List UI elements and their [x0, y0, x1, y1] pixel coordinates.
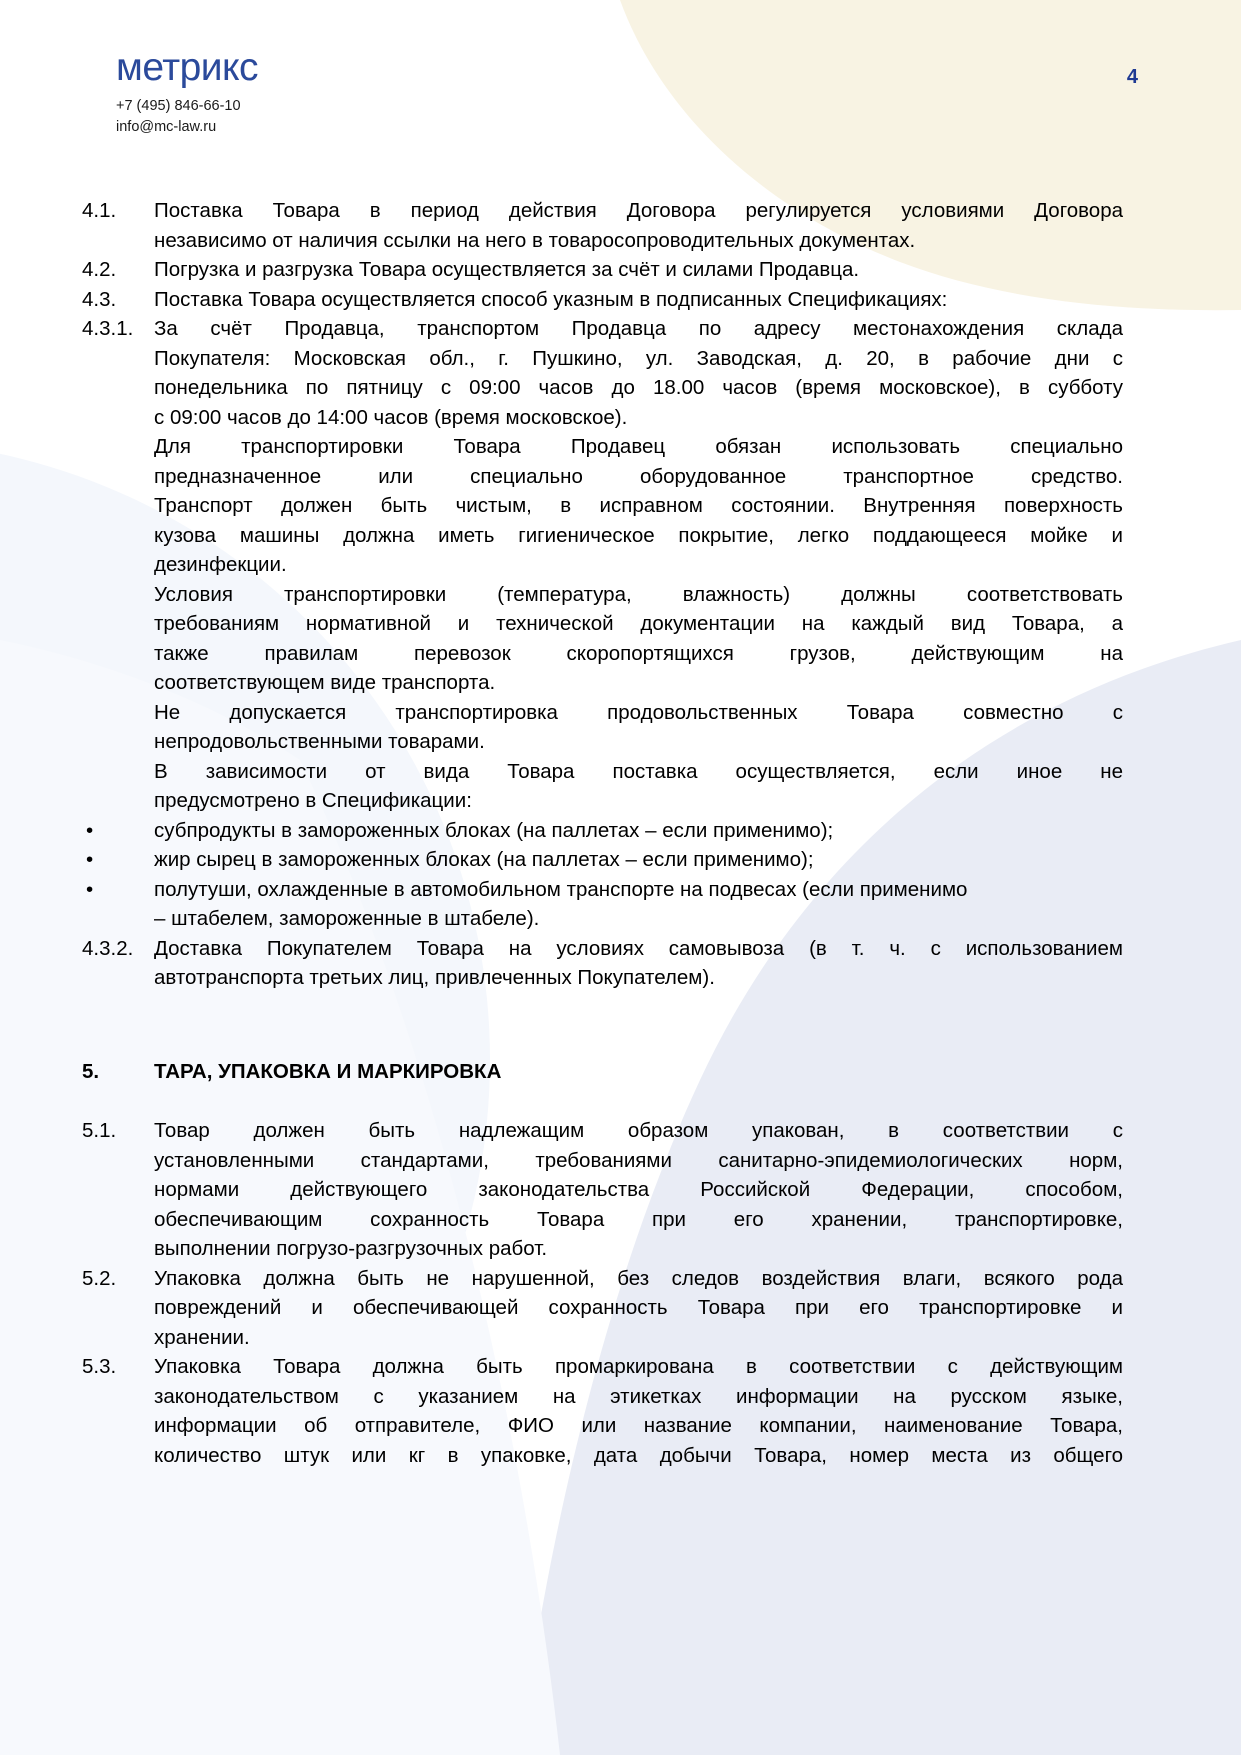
clause-line: Погрузка и разгрузка Товара осуществляется за счёт и силами Продавца. — [154, 258, 860, 281]
clause-text — [154, 255, 1123, 285]
clause-line: информации об отправителе, ФИО или название компании, наименование Товара, — [154, 1414, 1123, 1437]
section-title: ТАРА, УПАКОВКА И МАРКИРОВКА — [154, 1059, 502, 1083]
list-item-line: полутуши, охлажденные в автомобильном транспорте на подвесах (если применимо — [154, 877, 968, 901]
clause-text — [154, 314, 1123, 432]
clause-number: 4.2. — [82, 258, 117, 281]
clause-text — [154, 934, 1123, 993]
clause-line: автотранспорта третьих лиц, привлеченных Покупателем). — [154, 966, 715, 989]
clause-number: 4.3.1. — [82, 317, 134, 340]
clause-4-3-1 — [82, 314, 1123, 432]
section-heading-5 — [82, 1057, 1123, 1087]
page-header — [0, 0, 1241, 180]
clause-number: 5.3. — [82, 1355, 117, 1378]
section-number: 5. — [82, 1059, 100, 1083]
clause-number: 4.3.2. — [82, 936, 134, 960]
brand-block — [116, 48, 258, 138]
paragraph-line: соответствующем виде транспорта. — [154, 671, 496, 694]
clause-line: Поставка Товара в период действия Договора регулируется условиями Договора — [154, 199, 1123, 222]
bullet-icon: • — [86, 877, 94, 901]
paragraph-no-mixed-transport — [154, 698, 1123, 757]
paragraph-line: Для транспортировки Товара Продавец обязан использовать специально — [154, 435, 1123, 458]
email-address: info@mc-law.ru — [116, 119, 217, 136]
paragraph-line: предназначенное или специально оборудованное транспортное средство. — [154, 464, 1123, 488]
list-item-line: субпродукты в замороженных блоках (на паллетах – если применимо); — [154, 818, 834, 842]
clause-line: законодательством с указанием на этикетках информации на русском языке, — [154, 1384, 1123, 1408]
clause-line: количество штук или кг в упаковке, дата добычи Товара, номер места из общего — [154, 1443, 1123, 1467]
paragraph-line: кузова машины должна иметь гигиеническое покрытие, легко поддающееся мойке и — [154, 523, 1123, 547]
clause-number: 4.1. — [82, 199, 117, 222]
paragraph-delivery-by-goods-type — [154, 757, 1123, 816]
bullet-icon: • — [86, 818, 94, 842]
clause-text — [154, 1116, 1123, 1264]
list-item — [82, 816, 1123, 846]
clause-line: хранении. — [154, 1325, 250, 1349]
clause-line: установленными стандартами, требованиями санитарно-эпидемиологических норм, — [154, 1148, 1123, 1172]
clause-5-1 — [82, 1116, 1123, 1264]
paragraph-line: Не допускается транспортировка продовольственных Товара совместно с — [154, 700, 1123, 724]
clause-line: Упаковка должна быть не нарушенной, без следов воздействия влаги, всякого рода — [154, 1266, 1123, 1290]
paragraph-line: предусмотрено в Спецификации: — [154, 789, 472, 812]
clause-text — [154, 1264, 1123, 1353]
list-item-line: жир сырец в замороженных блоках (на паллетах – если применимо); — [154, 848, 814, 871]
paragraph-line: Транспорт должен быть чистым, в исправном состоянии. Внутренняя поверхность — [154, 494, 1123, 517]
paragraph-transport-requirements — [154, 432, 1123, 580]
clause-line: Товар должен быть надлежащим образом упакован, в соответствии с — [154, 1119, 1123, 1142]
clause-number: 4.3. — [82, 287, 117, 311]
paragraph-line: требованиям нормативной и технической документации на каждый вид Товара, а — [154, 612, 1123, 635]
clause-5-3 — [82, 1352, 1123, 1470]
list-item — [82, 875, 1123, 934]
clause-4-3-2 — [82, 934, 1123, 993]
paragraph-line: непродовольственными товарами. — [154, 730, 485, 753]
clause-line: Покупателя: Московская обл., г. Пушкино, ул. Заводская, д. 20, в рабочие дни с — [154, 346, 1123, 370]
clause-text — [154, 196, 1123, 255]
clause-line: Упаковка Товара должна быть промаркирована в соответствии с действующим — [154, 1355, 1123, 1378]
clause-line: понедельника по пятницу с 09:00 часов до 18.00 часов (время московское), в субботу — [154, 376, 1123, 399]
phone-number: +7 (495) 846-66-10 — [116, 98, 241, 114]
list-item-text — [154, 845, 1123, 875]
paragraph-line: Условия транспортировки (температура, влажность) должны соответствовать — [154, 582, 1123, 606]
clause-number: 5.2. — [82, 1266, 117, 1290]
company-logo-text: метрикс — [116, 46, 259, 89]
clause-line: Поставка Товара осуществляется способ указным в подписанных Спецификациях: — [154, 287, 948, 311]
clause-line: с 09:00 часов до 14:00 часов (время московское). — [154, 405, 628, 429]
bullet-icon: • — [86, 848, 94, 871]
clause-line: За счёт Продавца, транспортом Продавца по адресу местонахождения склада — [154, 317, 1123, 340]
contact-block — [116, 96, 258, 138]
clause-text — [154, 1352, 1123, 1470]
clause-line: повреждений и обеспечивающей сохранность Товара при его транспортировке и — [154, 1296, 1123, 1319]
paragraph-line: дезинфекции. — [154, 553, 287, 576]
clause-4-1 — [82, 196, 1123, 255]
paragraph-line: также правилам перевозок скоропортящихся грузов, действующим на — [154, 641, 1123, 665]
list-item-line: – штабелем, замороженные в штабеле). — [154, 907, 540, 930]
paragraph-transport-conditions — [154, 580, 1123, 698]
page-number: 4 — [1126, 66, 1138, 88]
paragraph-line: В зависимости от вида Товара поставка осуществляется, если иное не — [154, 759, 1123, 783]
list-item-text — [154, 816, 1123, 846]
clause-line: нормами действующего законодательства Российской Федерации, способом, — [154, 1178, 1123, 1201]
clause-line: независимо от наличия ссылки на него в товаросопроводительных документах. — [154, 228, 916, 252]
clause-text — [154, 285, 1123, 315]
clause-line: Доставка Покупателем Товара на условиях самовывоза (в т. ч. с использованием — [154, 936, 1123, 960]
list-item — [82, 845, 1123, 875]
clause-line: выполнении погрузо-разгрузочных работ. — [154, 1237, 548, 1260]
clause-4-2 — [82, 255, 1123, 285]
clause-4-3 — [82, 285, 1123, 315]
clause-5-2 — [82, 1264, 1123, 1353]
list-item-text — [154, 875, 1123, 934]
clause-number: 5.1. — [82, 1119, 117, 1142]
clause-line: обеспечивающим сохранность Товара при его хранении, транспортировке, — [154, 1207, 1123, 1231]
